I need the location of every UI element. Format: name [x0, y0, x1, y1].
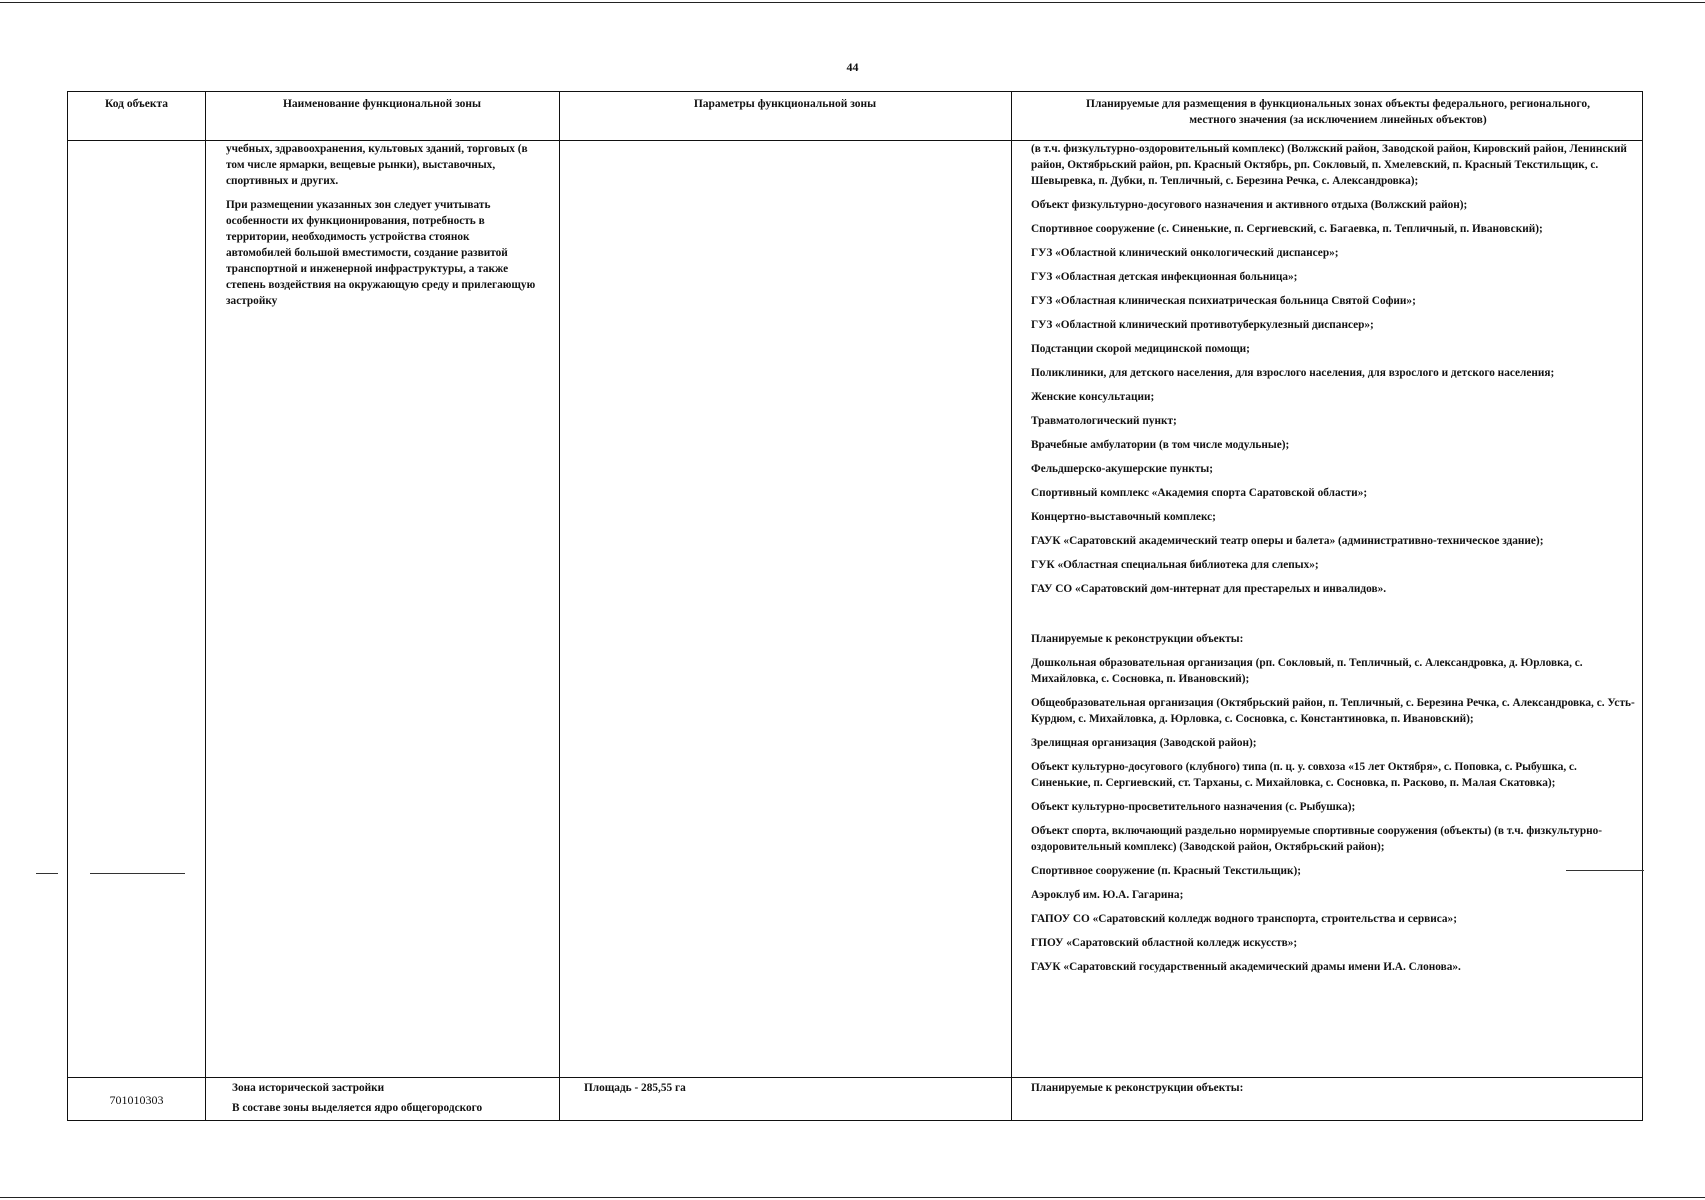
zone-description-paragraph: учебных, здравоохранения, культовых зданий, торговых (в том числе ярмарки, вещевые рынки), выставочных, спортивных и других. — [226, 143, 528, 187]
scan-artifact-bottom — [0, 1197, 1705, 1198]
list-item: Врачебные амбулатории (в том числе модульные); — [1031, 439, 1290, 451]
object-code: 701010303 — [109, 1093, 164, 1107]
scan-dash-left-2 — [90, 873, 185, 874]
zone-description — [226, 141, 536, 317]
list-item: Спортивное сооружение (п. Красный Текстильщик); — [1031, 865, 1301, 877]
list-item: ГАУК «Саратовский академический театр оперы и балета» (административно-техническое здание); — [1031, 535, 1544, 547]
list-item: ГУЗ «Областная клиническая психиатрическая больница Святой Софии»; — [1031, 295, 1416, 307]
list-item: ГУЗ «Областная детская инфекционная больница»; — [1031, 271, 1298, 283]
list-item: Общеобразовательная организация (Октябрьский район, п. Тепличный, с. Березина Речка, с. Александровка, с. Усть-Курдюм, с. Михайловка, д. Юрловка, с. Сосновка, с. Константиновка, п. Ивановский); — [1031, 697, 1635, 725]
reconstruction-heading: Планируемые к реконструкции объекты: — [1031, 633, 1244, 645]
page-number: 44 — [846, 60, 859, 74]
column-divider-1 — [205, 92, 206, 1120]
scan-artifact-top — [0, 2, 1705, 3]
list-item: Концертно-выставочный комплекс; — [1031, 511, 1216, 523]
header-zone-name: Наименование функциональной зоны — [282, 98, 481, 110]
header-code: Код объекта — [104, 98, 169, 110]
planned-objects-list — [1031, 141, 1636, 983]
list-item: Фельдшерско-акушерские пункты; — [1031, 463, 1214, 475]
list-item: (в т.ч. физкультурно-оздоровительный комплекс) (Волжский район, Заводской район, Кировский район, Ленинский район, Октябрьский район, рп. Красный Октябрь, рп. Сокловый, п. Хмелевский, п. Красный Текстильщик, с. Шевыревка, п. Дубки, п. Тепличный, с. Березина Речка, с. Александровка); — [1031, 143, 1627, 187]
list-item: Женские консультации; — [1031, 391, 1155, 403]
list-item: Объект культурно-досугового (клубного) типа (п. ц. у. совхоза «15 лет Октября», с. Поповка, с. Рыбушка, с. Синенькие, п. Сергиевский, ст. Тарханы, с. Михайловка, с. Сосновка, п. Расково, п. Малая Скатовка); — [1031, 761, 1577, 789]
list-item: ГАУК «Саратовский государственный академический драмы имени И.А. Слонова». — [1031, 961, 1461, 973]
zone-name-historic: Зона исторической застройки — [232, 1082, 385, 1094]
document-table — [67, 91, 1643, 1121]
list-item: ГУЗ «Областной клинический противотуберкулезный диспансер»; — [1031, 319, 1374, 331]
column-divider-2 — [559, 92, 560, 1120]
list-item: ГПОУ «Саратовский областной колледж искусств»; — [1031, 937, 1298, 949]
list-item: Поликлиники, для детского населения, для взрослого населения, для взрослого и детского населения; — [1031, 367, 1555, 379]
list-item: Объект культурно-просветительного назначения (с. Рыбушка); — [1031, 801, 1356, 813]
list-item: Спортивный комплекс «Академия спорта Саратовской области»; — [1031, 487, 1368, 499]
scan-dash-left — [36, 873, 58, 874]
list-item: Зрелищная организация (Заводской район); — [1031, 737, 1257, 749]
list-item: ГАПОУ СО «Саратовский колледж водного транспорта, строительства и сервиса»; — [1031, 913, 1457, 925]
list-item: Подстанции скорой медицинской помощи; — [1031, 343, 1250, 355]
list-item: Аэроклуб им. Ю.А. Гагарина; — [1031, 889, 1184, 901]
list-item: ГУК «Областная специальная библиотека для слепых»; — [1031, 559, 1319, 571]
list-item: Травматологический пункт; — [1031, 415, 1177, 427]
list-item: Объект спорта, включающий раздельно нормируемые спортивные сооружения (объекты) (в т.ч. физкультурно-оздоровительный комплекс) (Заводской район, Октябрьский район); — [1031, 825, 1603, 853]
row2-planned-heading: Планируемые к реконструкции объекты: — [1031, 1082, 1244, 1094]
scan-dash-right — [1566, 870, 1644, 871]
row-divider — [68, 1077, 1642, 1078]
header-parameters: Параметры функциональной зоны — [693, 98, 877, 110]
column-divider-3 — [1011, 92, 1012, 1120]
list-item: Объект физкультурно-досугового назначения и активного отдыха (Волжский район); — [1031, 199, 1468, 211]
list-item: ГАУ СО «Саратовский дом-интернат для престарелых и инвалидов». — [1031, 583, 1387, 595]
header-planned-objects: Планируемые для размещения в функциональных зонах объекты федерального, регионального, местного значения (за исключением линейных объектов) — [1086, 98, 1590, 126]
zone-name-subtext: В составе зоны выделяется ядро общегородского — [232, 1102, 483, 1114]
zone-area-parameter: Площадь - 285,55 га — [584, 1082, 686, 1094]
list-item: ГУЗ «Областной клинический онкологический диспансер»; — [1031, 247, 1339, 259]
list-item: Спортивное сооружение (с. Синенькие, п. Сергиевский, с. Багаевка, п. Тепличный, п. Ивановский); — [1031, 223, 1543, 235]
list-item: Дошкольная образовательная организация (рп. Сокловый, п. Тепличный, с. Александровка, д. Юрловка, с. Михайловка, с. Сосновка, п. Ивановский); — [1031, 657, 1583, 685]
zone-description-paragraph: При размещении указанных зон следует учитывать особенности их функционирования, потребность в территории, необходимость устройства стоянок автомобилей большой вместимости, создание развитой транспортной и инженерной инфраструктуры, а также степень воздействия на окружающую среду и прилегающую застройку — [226, 199, 536, 307]
